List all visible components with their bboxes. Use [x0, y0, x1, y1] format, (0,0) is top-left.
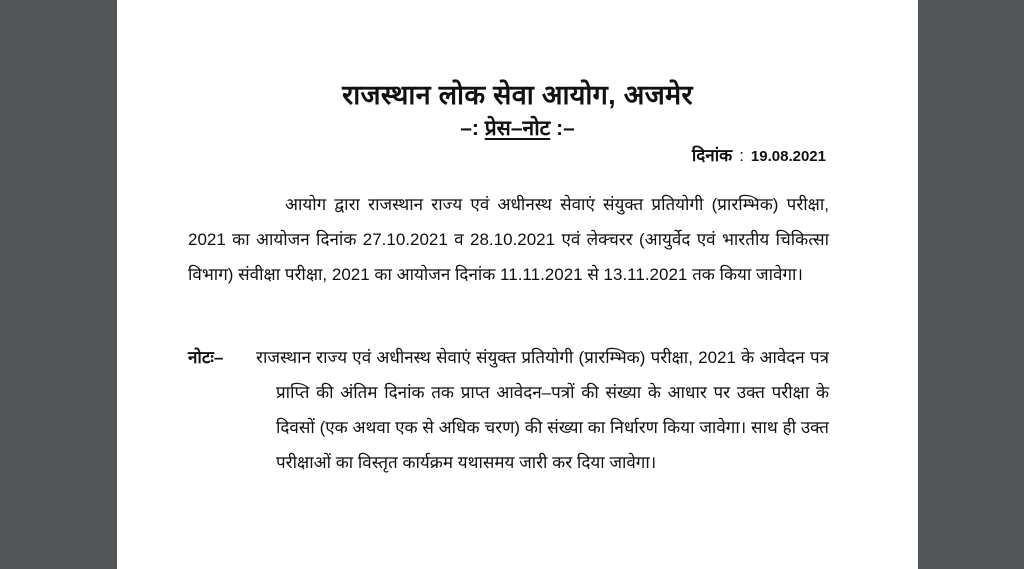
press-note-suffix: :–: [550, 117, 575, 140]
announcement-paragraph: आयोग द्वारा राजस्थान राज्य एवं अधीनस्थ सेवाएं संयुक्त प्रतियोगी (प्रारम्भिक) परीक्षा, 2021 का आयोजन दिनांक 27.10.2021 व 28.10.2021 एवं लेक्चरर (आयुर्वेद एवं भारतीय चिकित्सा विभाग) संवीक्षा परीक्षा, 2021 का आयोजन दिनांक 11.11.2021 से 13.11.2021 तक किया जावेगा।: [188, 195, 829, 284]
page-title: राजस्थान लोक सेवा आयोग, अजमेर: [342, 80, 693, 110]
press-note-label: प्रेस–नोट: [484, 117, 551, 140]
note-text: राजस्थान राज्य एवं अधीनस्थ सेवाएं संयुक्त प्रतियोगी (प्रारम्भिक) परीक्षा, 2021 के आवेदन पत्र प्राप्ति की अंतिम दिनांक तक प्राप्त आवेदन–पत्रों की संख्या के आधार पर उक्त परीक्षा के दिवसों (एक अथवा एक से अधिक चरण) की संख्या का निर्धारण किया जावेगा। साथ ही उक्त परीक्षाओं का विस्तृत कार्यक्रम यथासमय जारी कर दिया जावेगा।: [256, 348, 829, 472]
date-value: 19.08.2021: [750, 148, 826, 165]
press-note-heading: [117, 114, 918, 144]
press-note-prefix: –:: [460, 117, 485, 140]
date-separator: :: [739, 146, 744, 165]
note-label: नोटः–: [188, 348, 224, 367]
note-paragraph: [256, 340, 829, 480]
document-page: [117, 0, 918, 569]
date-label: दिनांक: [691, 146, 733, 165]
note-block: [188, 340, 829, 480]
date-line: [692, 142, 826, 171]
